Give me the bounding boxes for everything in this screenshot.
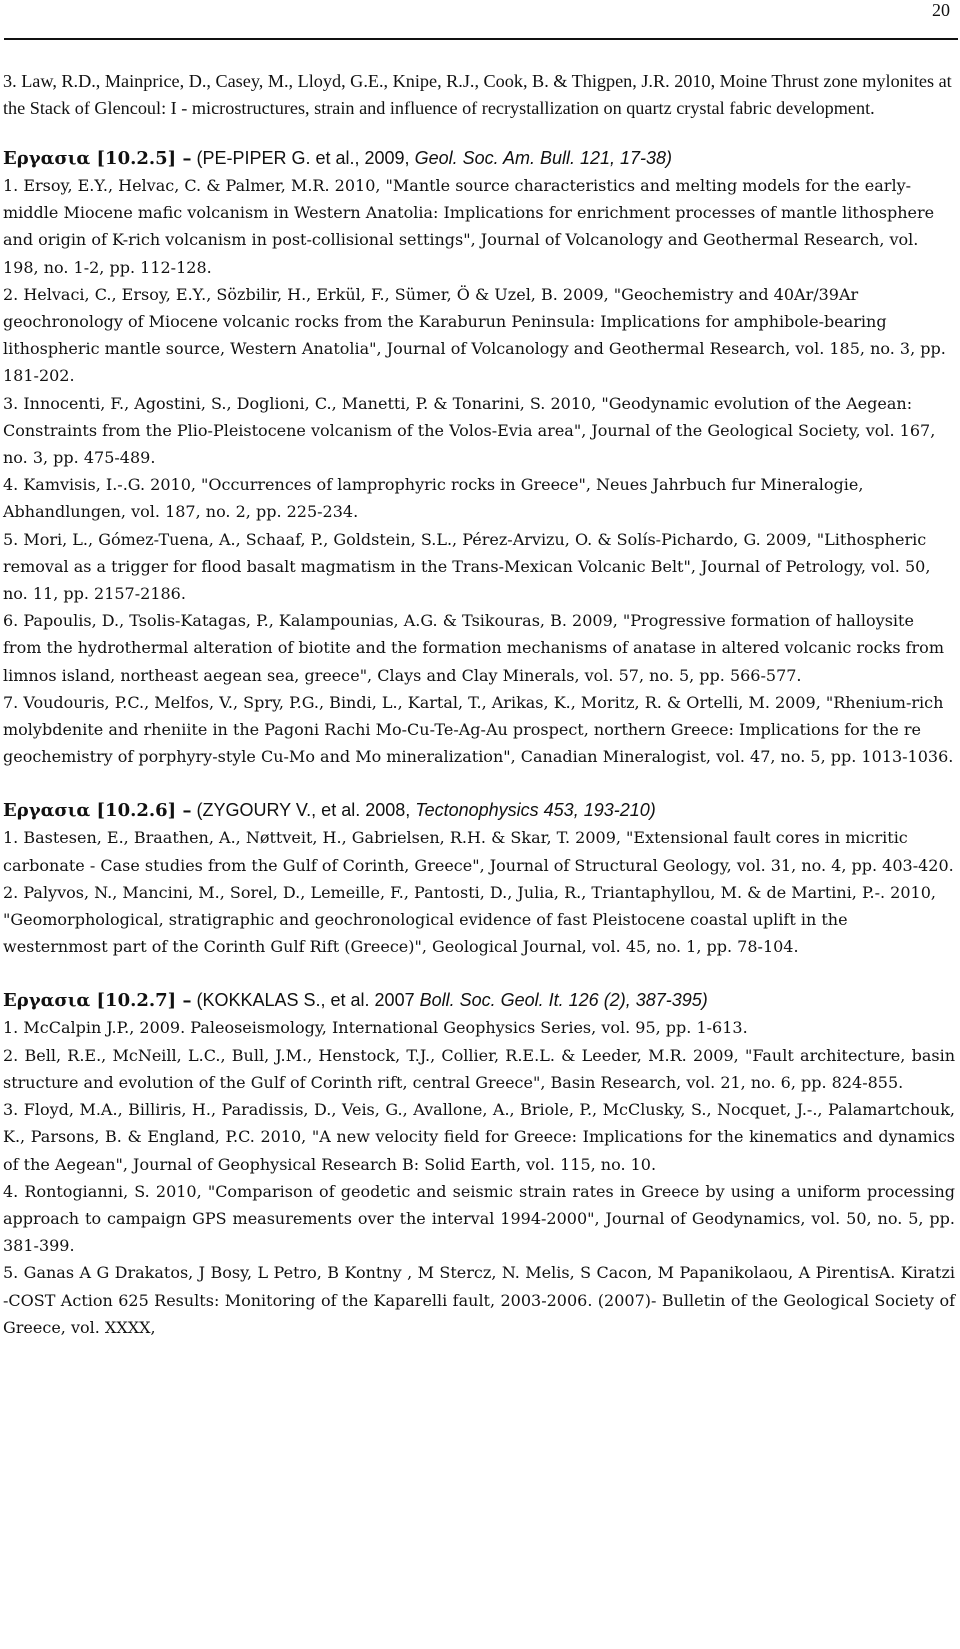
page-number: 20: [932, 0, 950, 20]
reference-item: 2. Bell, R.E., McNeill, L.C., Bull, J.M., Henstock, T.J., Collier, R.E.L. & Leeder, M.R. 2009, "Fault architecture, basin structure and evolution of the Gulf of Corinth rift, central Greece", Basin Research, vol. 21, no. 6, pp. 824-855.: [3, 1045, 955, 1092]
section-heading: [3, 145, 955, 172]
reference-item: 3. Floyd, M.A., Billiris, H., Paradissis, D., Veis, G., Avallone, A., Briole, P., McClusky, S., Nocquet, J.-., Palamartchouk, K., Parsons, B. & England, P.C. 2010, "A new velocity field for Greece: Implications for the kinematics and dynamics of the Aegean", Journal of Geophysical Research B: Solid Earth, vol. 115, no. 10.: [3, 1100, 955, 1174]
section-heading-journal: Geol. Soc. Am. Bull. 121, 17-38): [409, 148, 673, 168]
section-heading-authors: (PE-PIPER G. et al., 2009,: [191, 148, 410, 168]
reference-item: 3. Innocenti, F., Agostini, S., Doglioni, C., Manetti, P. & Tonarini, S. 2010, "Geodynamic evolution of the Aegean: Constraints from the Plio-Pleistocene volcanism of the Volos-Evia area", Journal of the Geological Society, vol. 167, no. 3, pp. 475-489.: [3, 393, 936, 468]
section-heading-label: Εργασια [10.2.6] –: [3, 800, 192, 822]
section-heading-authors: (KOKKALAS S., et al. 2007: [191, 990, 415, 1011]
section-heading: [3, 987, 955, 1014]
reference-item: 1. McCalpin J.P., 2009. Paleoseismology, International Geophysics Series, vol. 95, pp. 1-613.: [3, 1018, 748, 1038]
section-heading: [3, 797, 955, 824]
section-heading-journal: Boll. Soc. Geol. It. 126 (2), 387-395): [414, 990, 708, 1011]
reference-item: 7. Voudouris, P.C., Melfos, V., Spry, P.G., Bindi, L., Kartal, T., Arikas, K., Moritz, R. & Ortelli, M. 2009, "Rhenium-rich molybdenite and rheniite in the Pagoni Rachi Mo-Cu-Te-Ag-Au prospect, northern Greece: Implications for the re geochemistry of porphyry-style Cu-Mo and Mo mineralization", Canadian Mineralogist, vol. 47, no. 5, pp. 1013-1036.: [3, 692, 954, 767]
document-body: [3, 68, 955, 1341]
reference-item: 5. Mori, L., Gómez-Tuena, A., Schaaf, P., Goldstein, S.L., Pérez-Arvizu, O. & Solís-Pichardo, G. 2009, "Lithospheric removal as a trigger for flood basalt magmatism in the Trans-Mexican Volcanic Belt", Journal of Petrology, vol. 50, no. 11, pp. 2157-2186.: [3, 529, 931, 604]
reference-item: 1. Ersoy, E.Y., Helvac, C. & Palmer, M.R. 2010, "Mantle source characteristics and melting models for the early-middle Miocene mafic volcanism in Western Anatolia: Implications for enrichment processes of mantle lithosphere and origin of K-rich volcanism in post-collisional settings", Journal of Volcanology and Geothermal Research, vol. 198, no. 1-2, pp. 112-128.: [3, 176, 935, 277]
reference-item: 2. Helvaci, C., Ersoy, E.Y., Sözbilir, H., Erkül, F., Sümer, Ö & Uzel, B. 2009, "Geochemistry and 40Ar/39Ar geochronology of Miocene volcanic rocks from the Karaburun Peninsula: Implications for amphibole-bearing lithospheric mantle source, Western Anatolia", Journal of Volcanology and Geothermal Research, vol. 185, no. 3, pp. 181-202.: [3, 284, 946, 386]
section-10-2-6: [3, 797, 955, 960]
reference-item: 4. Rontogianni, S. 2010, "Comparison of geodetic and seismic strain rates in Greece by using a uniform processing approach to campaign GPS measurements over the interval 1994-2000", Journal of Geodynamics, vol. 50, no. 5, pp. 381-399.: [3, 1181, 955, 1256]
section-heading-label: Εργασια [10.2.5] –: [3, 148, 192, 169]
reference-law-2010: 3. Law, R.D., Mainprice, D., Casey, M., Lloyd, G.E., Knipe, R.J., Cook, B. & Thigpen, J.R. 2010, Moine Thrust zone mylonites at the Stack of Glencoul: I - microstructures, strain and influence of recrystallization on quartz crystal fabric development.: [3, 71, 952, 118]
section-10-2-5: [3, 145, 955, 770]
section-heading-label: Εργασια [10.2.7] –: [3, 990, 192, 1012]
reference-item: 4. Kamvisis, I.-.G. 2010, "Occurrences of lamprophyric rocks in Greece", Neues Jahrbuch fur Mineralogie, Abhandlungen, vol. 187, no. 2, pp. 225-234.: [3, 475, 864, 522]
section-10-2-7: [3, 987, 955, 1340]
header-rule: [4, 38, 958, 40]
reference-item: 6. Papoulis, D., Tsolis-Katagas, P., Kalampounias, A.G. & Tsikouras, B. 2009, "Progressive formation of halloysite from the hydrothermal alteration of biotite and the formation mechanisms of anatase in altered volcanic rocks from limnos island, northeast aegean sea, greece", Clays and Clay Minerals, vol. 57, no. 5, pp. 566-577.: [3, 611, 944, 685]
reference-item: 2. Palyvos, N., Mancini, M., Sorel, D., Lemeille, F., Pantosti, D., Julia, R., Triantaphyllou, M. & de Martini, P.-. 2010, "Geomorphological, stratigraphic and geochronological evidence of fast Pleistocene coastal uplift in the westernmost part of the Corinth Gulf Rift (Greece)", Geological Journal, vol. 45, no. 1, pp. 78-104.: [3, 882, 936, 957]
reference-item: 1. Bastesen, E., Braathen, A., Nøttveit, H., Gabrielsen, R.H. & Skar, T. 2009, "Extensional fault cores in micritic carbonate - Case studies from the Gulf of Corinth, Greece", Journal of Structural Geology, vol. 31, no. 4, pp. 403-420.: [3, 828, 954, 875]
section-heading-journal: Tectonophysics 453, 193-210): [410, 800, 656, 821]
section-heading-authors: (ZYGOURY V., et al. 2008,: [191, 800, 411, 821]
reference-item: 5. Ganas A G Drakatos, J Bosy, L Petro, B Kontny , M Stercz, N. Melis, S Cacon, M Papanikolaou, A PirentisA. Kiratzi -COST Action 625 Results: Monitoring of the Kaparelli fault, 2003-2006. (2007)- Bulletin of the Geological Society of Greece, vol. XXXX,: [3, 1263, 955, 1337]
